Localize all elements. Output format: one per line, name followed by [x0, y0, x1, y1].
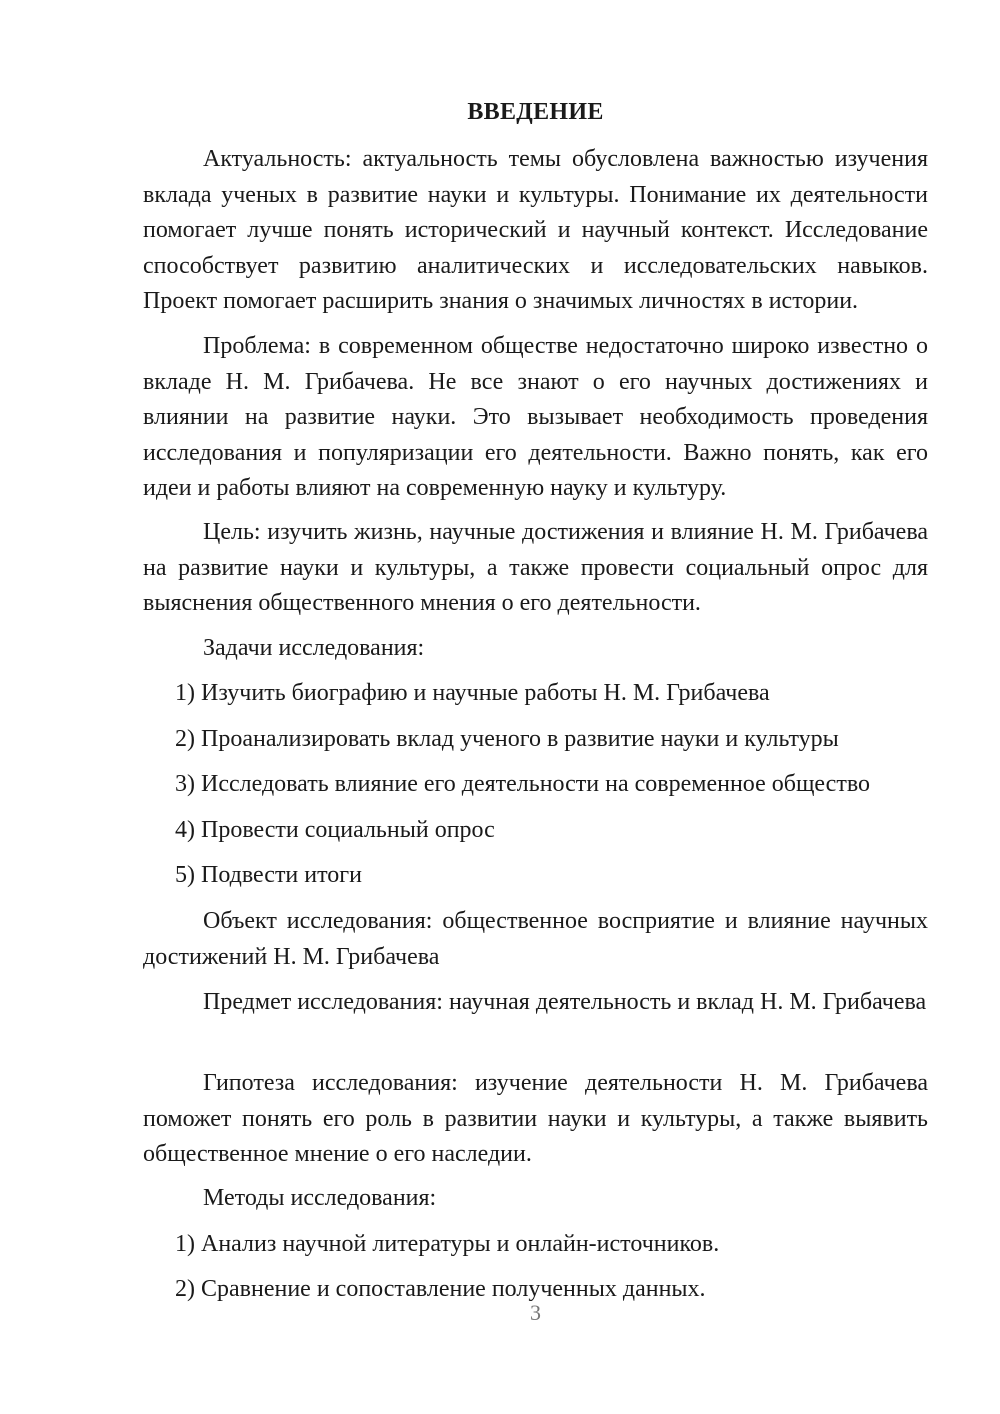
task-item: 1) Изучить биографию и научные работы Н. М. Грибачева [175, 680, 770, 706]
method-item: 2) Сравнение и сопоставление полученных данных. [175, 1276, 706, 1302]
task-item: 4) Провести социальный опрос [175, 817, 495, 843]
task-item: 5) Подвести итоги [175, 862, 362, 888]
section-title: ВВЕДЕНИЕ [467, 99, 604, 125]
method-item: 1) Анализ научной литературы и онлайн-источников. [175, 1231, 720, 1257]
task-item: 3) Исследовать влияние его деятельности на современное общество [175, 771, 870, 797]
tasks-heading: Задачи исследования: [203, 635, 425, 661]
hypothesis-paragraph: Гипотеза исследования: изучение деятельности Н. М. Грибачева поможет понять его роль в развитии науки и культуры, а также выявить общественное мнение о его наследии. [143, 1070, 928, 1167]
subject-paragraph: Предмет исследования: научная деятельность и вклад Н. М. Грибачева [203, 989, 927, 1015]
task-item: 2) Проанализировать вклад ученого в развитие науки и культуры [175, 726, 839, 752]
methods-heading: Методы исследования: [203, 1185, 437, 1211]
relevance-paragraph: Актуальность: актуальность темы обусловлена важностью изучения вклада ученых в развитие науки и культуры. Понимание их деятельности помогает лучше понять исторический и научный контекст. Исследование способствует развитию аналитических и исследовательских навыков. Проект помогает расширить знания о значимых личностях в истории. [143, 146, 928, 314]
object-paragraph: Объект исследования: общественное восприятие и влияние научных достижений Н. М. Грибачева [143, 908, 928, 970]
page-number: 3 [530, 1300, 541, 1325]
goal-paragraph: Цель: изучить жизнь, научные достижения и влияние Н. М. Грибачева на развитие науки и культуры, а также провести социальный опрос для выяснения общественного мнения о его деятельности. [143, 519, 928, 616]
problem-paragraph: Проблема: в современном обществе недостаточно широко известно о вкладе Н. М. Грибачева. Не все знают о его научных достижениях и влиянии на развитие науки. Это вызывает необходимость проведения исследования и популяризации его деятельности. Важно понять, как его идеи и работы влияют на современную науку и культуру. [143, 333, 928, 501]
